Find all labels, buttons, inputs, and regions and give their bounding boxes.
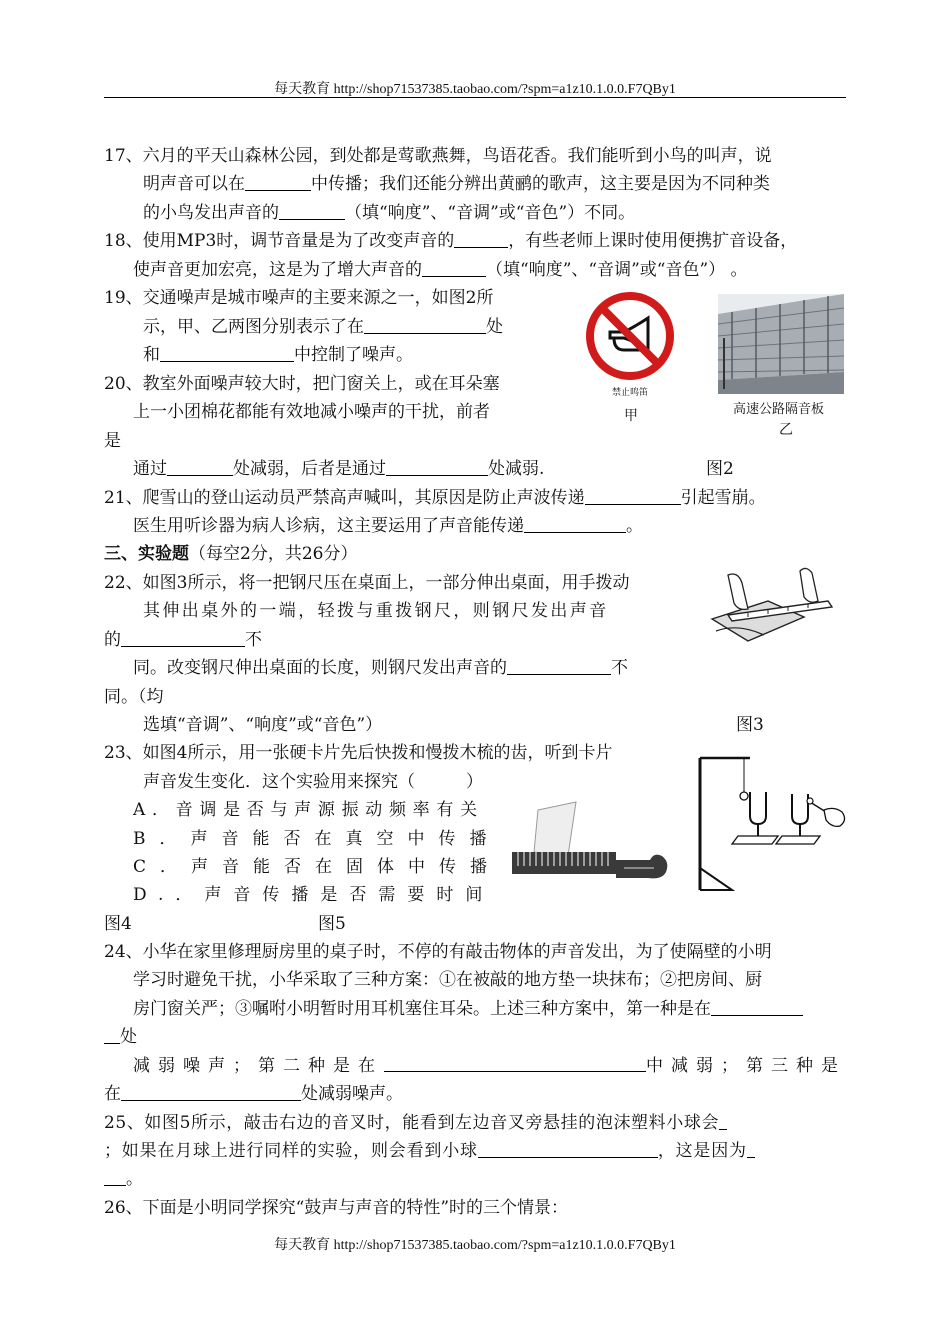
q18-line2 <box>133 259 748 281</box>
q26-line1: 26、下面是小明同学探究“鼓声与声音的特性”时的三个情景： <box>104 1198 569 1218</box>
q25-line3-text: 。 <box>126 1169 143 1189</box>
q23-option-a[interactable] <box>133 799 484 821</box>
q24-line5-text-b: 中减弱；第三种是 <box>646 1056 846 1076</box>
q22-line2 <box>143 600 693 622</box>
section3-note: （每空2分，共26分） <box>189 544 358 564</box>
q17-line3-text-b: （填“响度”、“音调”或“音色”）不同。 <box>345 203 636 223</box>
q24-line4-text: 处 <box>120 1027 137 1047</box>
q21-blank-2[interactable] <box>524 516 626 533</box>
q25-line2 <box>104 1140 755 1162</box>
q21-line1 <box>104 487 766 509</box>
q18-line1-text-b: ，有些老师上课时使用便携扩音设备， <box>508 231 798 251</box>
q25-blank-3-cont[interactable] <box>104 1169 126 1186</box>
q22-line6: 选填“音调”、“响度”或“音色”） <box>143 715 383 735</box>
q19-line3 <box>143 344 413 366</box>
q19-line2-text-b: 处 <box>486 317 503 337</box>
q25-blank-1[interactable] <box>719 1113 727 1130</box>
q21-blank-1[interactable] <box>585 488 681 505</box>
q19-line3-text-b: 中控制了噪声。 <box>294 345 413 365</box>
q17-blank-2[interactable] <box>279 203 345 220</box>
q21-line2 <box>133 515 643 537</box>
q23-option-d[interactable] <box>133 884 495 906</box>
q17-blank-1[interactable] <box>245 174 311 191</box>
q25-blank-2[interactable] <box>478 1141 658 1158</box>
q18-blank-1[interactable] <box>454 231 508 248</box>
q23-line1: 23、如图4所示，用一张硬卡片先后快拨和慢拨木梳的齿，听到卡片 <box>104 743 613 763</box>
q20-line2: 上一小团棉花都能有效地减小噪声的干扰，前者 <box>133 402 490 422</box>
q17-line1: 17、六月的平天山森林公园，到处都是莺歌燕舞，鸟语花香。我们能听到小鸟的叫声，说 <box>104 146 772 166</box>
q17-line2-text-b: 中传播；我们还能分辨出黄鹂的歌声，这主要是因为不同种类 <box>311 174 770 194</box>
q18-line1-text-a: 18、使用MP3时，调节音量是为了改变声音的 <box>104 231 455 251</box>
q19-line3-text-a: 和 <box>143 345 160 365</box>
q22-line4-text-a: 同。改变钢尺伸出桌面的长度，则钢尺发出声音的 <box>133 658 507 678</box>
figure2-jia-no-horn-sign <box>584 292 676 396</box>
q24-line5 <box>133 1055 846 1077</box>
q24-blank-2[interactable] <box>384 1055 646 1072</box>
q18-blank-2[interactable] <box>422 260 486 277</box>
q18-line2-text-b: （填“响度”、“音调”或“音色”） 。 <box>486 260 748 280</box>
q19-line2-text-a: 示，甲、乙两图分别表示了在 <box>143 317 364 337</box>
q22-line2-text: 其伸出桌外的一端，轻拨与重拨钢尺，则钢尺发出声音 <box>143 601 609 621</box>
q24-line3 <box>133 998 803 1020</box>
q23-option-a-text: A．音调是否与声源振动频率有关 <box>133 800 484 820</box>
q24-line4 <box>104 1026 137 1048</box>
ruler-pluck-icon <box>708 561 846 653</box>
page-footer: 每天教育 http://shop71537385.taobao.com/?spm=a1z10.1.0.0.F7QBy1 <box>274 1238 676 1253</box>
q22-blank-2[interactable] <box>507 658 611 675</box>
q17-line3 <box>143 202 635 224</box>
figure4-label: 图4 <box>104 914 132 934</box>
figure2-yi-label: 乙 <box>779 422 793 438</box>
q22-line3 <box>104 629 262 651</box>
q23-option-b-text: B．声音能否在真空中传播 <box>133 829 501 849</box>
q17-line2 <box>143 173 770 195</box>
q25-line3 <box>104 1168 143 1190</box>
q22-line4 <box>133 657 628 679</box>
sound-barrier-icon <box>718 294 844 394</box>
q24-line1: 24、小华在家里修理厨房里的桌子时，不停的有敲击物体的声音发出，为了使隔壁的小明 <box>104 942 772 962</box>
q20-blank-2[interactable] <box>386 459 488 476</box>
q21-line2-text-b: 。 <box>626 516 643 536</box>
q25-line2-text-b: ，这是因为 <box>657 1141 747 1161</box>
q25-line2-text-a: ；如果在月球上进行同样的实验，则会看到小球 <box>104 1141 478 1161</box>
q20-line1: 20、教室外面噪声较大时，把门窗关上，或在耳朵塞 <box>104 374 500 394</box>
q20-line4-text-c: 处减弱. <box>488 459 545 479</box>
q18-line2-text-a: 使声音更加宏亮，这是为了增大声音的 <box>133 260 422 280</box>
q17-line2-text-a: 明声音可以在 <box>143 174 245 194</box>
q19-blank-1[interactable] <box>364 317 486 334</box>
q20-line4-text-b: 处减弱，后者是通过 <box>233 459 386 479</box>
q25-line1 <box>104 1112 727 1134</box>
figure2-yi-sound-barrier-photo <box>718 294 844 394</box>
q21-line1-text-a: 21、爬雪山的登山运动员严禁高声喊叫，其原因是防止声波传递 <box>104 488 585 508</box>
figure3-label: 图3 <box>736 715 764 735</box>
q20-line4-text-a: 通过 <box>133 459 167 479</box>
figure2-label: 图2 <box>706 459 734 479</box>
q20-line4 <box>133 458 544 480</box>
comb-icon <box>508 800 676 892</box>
no-horn-sign-text: 禁止鸣笛 <box>611 388 648 398</box>
q23-option-d-text: D.．声音传播是否需要时间 <box>133 885 495 905</box>
q20-blank-1[interactable] <box>167 459 233 476</box>
no-horn-icon <box>584 292 676 380</box>
figure5-label: 图5 <box>318 914 346 934</box>
q24-line6-text-a: 在 <box>104 1084 121 1104</box>
q17-line3-text-a: 的小鸟发出声音的 <box>143 203 279 223</box>
figure5-tuning-forks <box>692 752 852 894</box>
q24-blank-1[interactable] <box>711 999 803 1016</box>
q19-blank-2[interactable] <box>160 345 294 362</box>
q23-option-b[interactable] <box>133 828 501 850</box>
q25-blank-3[interactable] <box>747 1141 755 1158</box>
header-rule <box>104 97 846 98</box>
figure4-comb-and-card <box>508 800 676 892</box>
q21-line1-text-b: 引起雪崩。 <box>680 488 766 508</box>
q24-line5-text-a: 减弱噪声；第二种是在 <box>133 1056 383 1076</box>
tuning-fork-icon <box>692 752 852 894</box>
section3-heading <box>104 543 357 565</box>
q19-line2 <box>143 316 503 338</box>
q22-line5: 同。（均 <box>104 687 164 707</box>
figure2-jia-label: 甲 <box>624 408 638 424</box>
q24-blank-3[interactable] <box>121 1084 301 1101</box>
q22-line4-text-b: 不 <box>611 658 628 678</box>
section3-title: 三、实验题 <box>104 544 189 564</box>
page-header: 每天教育 http://shop71537385.taobao.com/?spm=a1z10.1.0.0.F7QBy1 <box>274 82 676 97</box>
q20-line3: 是 <box>104 431 121 451</box>
q19-line1: 19、交通噪声是城市噪声的主要来源之一，如图2所 <box>104 288 494 308</box>
q22-blank-1[interactable] <box>121 630 245 647</box>
q24-line2: 学习时避免干扰，小华采取了三种方案：①在被敲的地方垫一块抹布；②把房间、厨 <box>133 970 762 990</box>
q21-line2-text-a: 医生用听诊器为病人诊病，这主要运用了声音能传递 <box>133 516 524 536</box>
figure3-ruler-on-desk <box>708 561 846 653</box>
q24-line6-text-b: 处减弱噪声。 <box>301 1084 403 1104</box>
q24-line6 <box>104 1083 403 1105</box>
q23-option-c-text: C．声音能否在固体中传播 <box>133 857 502 877</box>
q22-line1: 22、如图3所示，将一把钢尺压在桌面上，一部分伸出桌面，用手拨动 <box>104 573 630 593</box>
q18-line1 <box>104 230 797 252</box>
q22-line3-text-b: 不 <box>245 630 262 650</box>
q24-blank-1-cont[interactable] <box>104 1027 120 1044</box>
q24-line3-text: 房门窗关严；③嘱咐小明暂时用耳机塞住耳朵。上述三种方案中，第一种是在 <box>133 999 711 1019</box>
q25-line1-text: 25、如图5所示，敲击右边的音叉时，能看到左边音叉旁悬挂的泡沫塑料小球会 <box>104 1113 720 1133</box>
q23-option-c[interactable] <box>133 856 502 878</box>
figure2-yi-caption: 高速公路隔音板 <box>733 402 825 417</box>
q23-line2: 声音发生变化．这个实验用来探究（ ） <box>143 772 483 792</box>
q22-line3-text-a: 的 <box>104 630 121 650</box>
